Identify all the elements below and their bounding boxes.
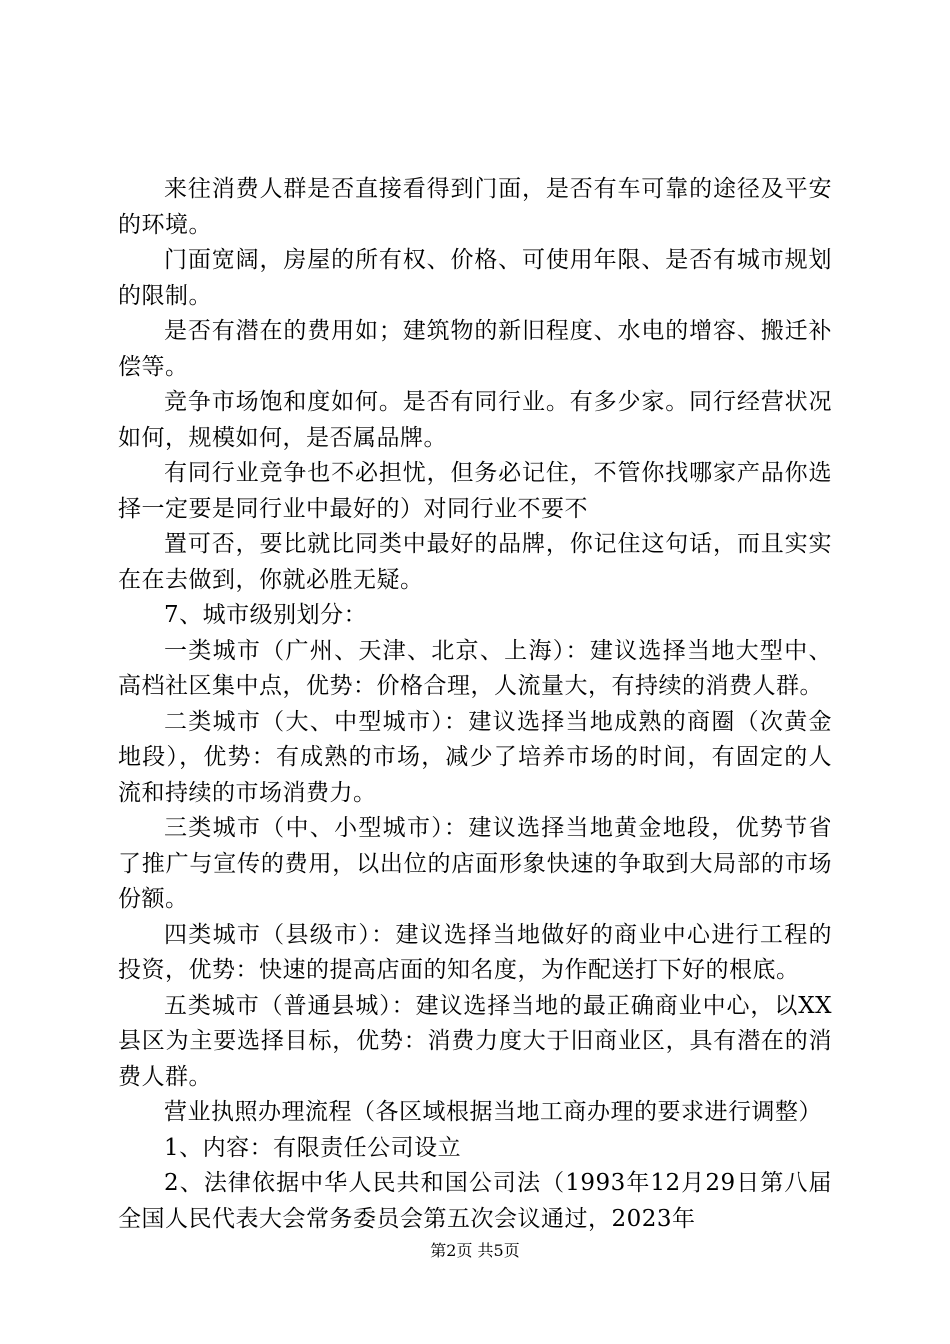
paragraph-tier-2-city: 二类城市（大、中型城市）：建议选择当地成熟的商圈（次黄金地段），优势：有成熟的市场，减少了培养市场的时间，有固定的人流和持续的市场消费力。 [118, 708, 832, 806]
paragraph-license-content: 1、内容：有限责任公司设立 [164, 1134, 462, 1161]
paragraph-storefront-visibility: 来往消费人群是否直接看得到门面，是否有车可靠的途径及平安的环境。 [118, 176, 832, 238]
paragraph-tier-4-city: 四类城市（县级市）：建议选择当地做好的商业中心进行工程的投资，优势：快速的提高店面的知名度，为作配送打下好的根底。 [118, 921, 832, 983]
paragraph-legal-basis: 2、法律依据中华人民共和国公司法（1993年12月29日第八届全国人民代表大会常务委员会第五次会议通过，2023年 [118, 1170, 832, 1232]
paragraph-market-saturation: 竞争市场饱和度如何。是否有同行业。有多少家。同行经营状况如何，规模如何，是否属品牌。 [118, 389, 832, 451]
section-heading-city-levels: 7、城市级别划分： [164, 602, 368, 628]
paragraph-competition-advice: 有同行业竞争也不必担忧，但务必记住，不管你找哪家产品你选择一定要是同行业中最好的）对同行业不要不 [118, 460, 832, 522]
section-heading-business-license: 营业执照办理流程（各区域根据当地工商办理的要求进行调整） [164, 1099, 822, 1125]
paragraph-hidden-costs: 是否有潜在的费用如；建筑物的新旧程度、水电的增容、搬迁补偿等。 [118, 318, 832, 380]
paragraph-tier-3-city: 三类城市（中、小型城市）：建议选择当地黄金地段，优势节省了推广与宣传的费用，以出位的店面形象快速的争取到大局部的市场份额。 [118, 815, 832, 912]
paragraph-tier-5-city: 五类城市（普通县城）：建议选择当地的最正确商业中心，以XX县区为主要选择目标，优势：消费力度大于旧商业区，具有潜在的消费人群。 [118, 992, 832, 1090]
paragraph-storefront-property: 门面宽阔，房屋的所有权、价格、可使用年限、是否有城市规划的限制。 [118, 247, 832, 309]
paragraph-compare-best-brand: 置可否，要比就比同类中最好的品牌，你记住这句话，而且实实在在去做到，你就必胜无疑。 [118, 531, 832, 593]
paragraph-tier-1-city: 一类城市（广州、天津、北京、上海）：建议选择当地大型中、高档社区集中点，优势：价格合理，人流量大，有持续的消费人群。 [118, 637, 832, 699]
document-body [118, 172, 832, 1237]
page-number-footer: 第2页 共5页 [430, 1241, 520, 1260]
